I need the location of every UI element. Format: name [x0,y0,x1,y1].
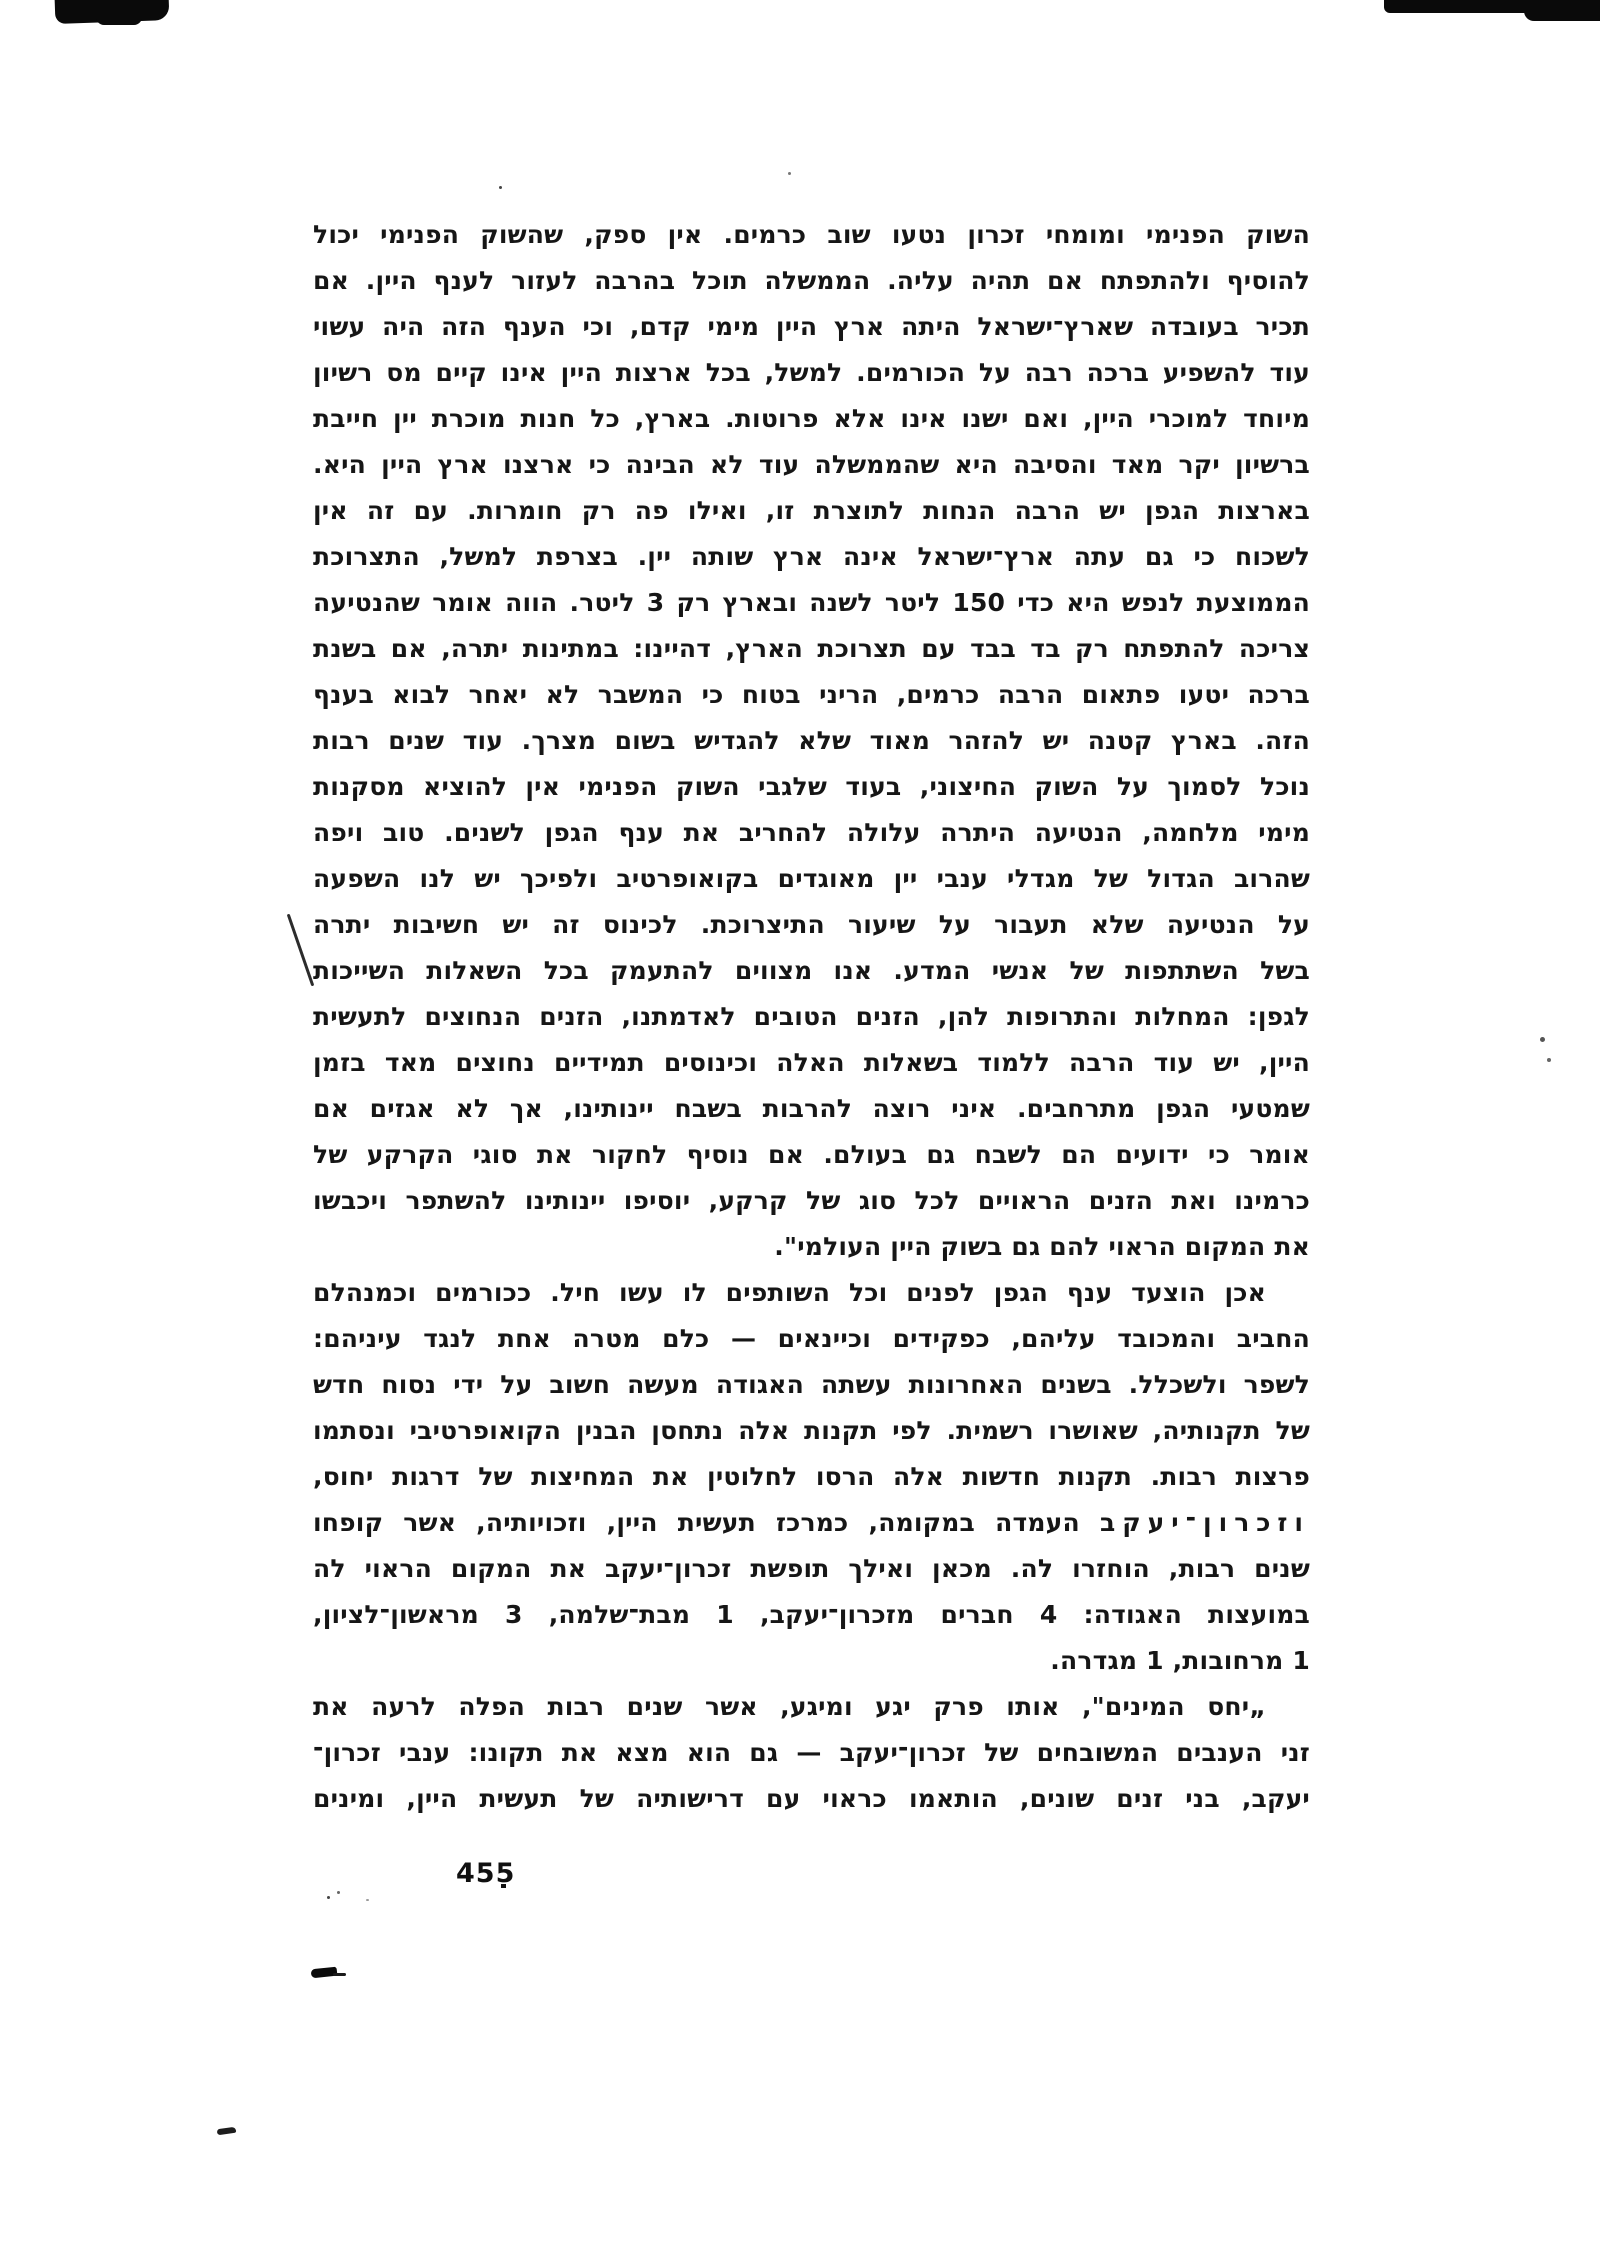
text-line: שהרוב הגדול של מגדלי ענבי יין מאוגדים בקואופרטיב ולפיכך יש לנו השפעה [313,864,1310,893]
pen-stroke-left-margin [287,914,315,987]
text-line: עוד להשפיע ברכה רבה על הכורמים. למשל, בכל ארצות היין אינו קיים מס רשיון [313,358,1310,387]
text-line: אומר כי ידועים הם לשבח גם בעולם. אם נוסיף לחקור את סוגי הקרקע של [313,1140,1310,1169]
ink-speck [499,186,502,189]
text-line: ברכה יטעו פתאום הרבה כרמים, הריני בטוח כי המשבר לא יאחר לבוא בענף [313,680,1310,709]
text-line: מימי מלחמה, הנטיעה היתרה עלולה להחריב את ענף הגפן לשנים. טוב ויפה [313,818,1310,847]
page-text-block [313,212,1310,1822]
text-line: נוכל לסמוך על השוק החיצוני, בעוד שלגבי השוק הפנימי אין להוציא מסקנות [313,772,1310,801]
text-line: את המקום הראוי להם גם בשוק היין העולמי". [774,1232,1310,1261]
ink-speck [788,172,791,175]
text-line: תכיר בעובדה שארץ־ישראל היתה ארץ היין מימי קדם, וכי הענף הזה היה עשוי [313,312,1310,341]
page-number: 455 [456,1858,516,1889]
ink-speck [327,1896,330,1899]
ink-mark-bottom [217,2127,237,2136]
text-line: מיוחד למוכרי היין, ואם ישנו אינו אלא פרוטות. בארץ, כל חנות מוכרת יין חייבת [313,404,1310,433]
ink-speck [337,1891,340,1894]
text-line: במועצות האגודה: 4 חברים מזכרון־יעקב, 1 מבת־שלמה, 3 מראשון־לציון, [313,1600,1311,1629]
text-line: 1 מרחובות, 1 מגדרה. [1050,1646,1310,1675]
text-line: „יחס המינים", אותו פרק יגע ומיגע, אשר שנים רבות הפלה לרעה את [313,1692,1266,1721]
paragraph [313,1270,1310,1684]
text-line: להוסיף ולהתפתח אם תהיה עליה. הממשלה תוכל בהרבה לעזור לענף היין. אם [313,266,1310,295]
paragraph [313,212,1310,1270]
text-line: הממוצעת לנפש היא כדי 150 ליטר לשנה ובארץ רק 3 ליטר. הווה אומר שהנטיעה [313,588,1310,617]
text-line: אכן הוצעד ענף הגפן לפנים וכל השותפים לו עשו חיל. ככורמים וכמנהלם [313,1278,1266,1307]
ink-speck [366,1899,369,1901]
text-line: יעקב, בני זנים שונים, הותאמו כראוי עם דרישותיה של תעשית היין, ומינים [313,1784,1310,1813]
scan-smudge-top-left-secondary [96,16,142,25]
text-line: לשפר ולשכלל. בשנים האחרונות עשתה האגודה מעשה חשוב על ידי נסוח חדש [313,1370,1310,1399]
ink-dot-right-margin [1547,1058,1551,1062]
text-line: היין, יש עוד הרבה ללמוד בשאלות האלה וכינוסים תמידיים נחוצים מאד בזמן [313,1048,1310,1077]
text-line: זני הענבים המשובחים של זכרון־יעקב — גם הוא מצא את תקונו: ענבי זכרון־ [313,1738,1310,1767]
text-line: צריכה להתפתח רק בד בבד עם תצרוכת הארץ, דהיינו: במתינות יתרה, אם בשנת [313,634,1310,663]
paragraph [313,1684,1310,1822]
text-line: שנים רבות, הוחזרו לה. מכאן ואילך תופשת זכרון־יעקב את המקום הראוי לה [313,1554,1310,1583]
text-line: פרצות רבות. תקנות חדשות אלה הרסו לחלוטין את המחיצות של דרגות יחוס, [313,1462,1310,1491]
text-line: לשכוח כי גם עתה ארץ־ישראל אינה ארץ שותה יין. בצרפת למשל, התצרוכת [313,542,1310,571]
text-line: החביב והמכובד עליהם, כפקידים וכיינאים — כלם מטרה אחת לנגד עיניהם: [313,1324,1310,1353]
text-line: על הנטיעה שלא תעבור על שיעור התיצרוכת. לכינוס זה יש חשיבות יתרה [313,910,1310,939]
text-line: כרמינו ואת הזנים הראויים לכל סוג של קרקע, יוסיפו יינותינו להשתפר ויכבשו [313,1186,1310,1215]
text-line: שמטעי הגפן מתרחבים. איני רוצה להרבות בשבח יינותינו, אך לא אגזים אם [313,1094,1310,1123]
text-line: הזה. בארץ קטנה יש להזהר מאוד שלא להגדיש בשום מצרך. עוד שנים רבות [313,726,1310,755]
scan-edge-bar-top-right-secondary [1524,10,1600,21]
text-line: ברשיון יקר מאד והסיבה היא שהממשלה עוד לא הבינה כי ארצנו ארץ היין היא. [313,450,1310,479]
text-line: השוק הפנימי ומומחי זכרון נטעו שוב כרמים. אין ספק, שהשוק הפנימי יכול [313,220,1310,249]
letterspaced-word: וזכרון־יעקב [1099,1508,1310,1537]
text-line: וזכרון־יעקב העמדה במקומה, כמרכז תעשית היין, וזכויותיה, אשר קופחו [313,1508,1310,1537]
text-line: לגפן: המחלות והתרופות להן, הזנים הטובים לאדמתנו, הזנים הנחוצים לתעשית [313,1002,1310,1031]
text-line: של תקנותיה, שאושרו רשמית. לפי תקנות אלה נתחסן הבנין הקואופרטיבי ונסתמו [313,1416,1310,1445]
text-line: בארצות הגפן יש הרבה הנחות לתוצרת זו, ואילו פה רק חומרות. עם זה אין [313,496,1310,525]
ink-dot-right-margin [1540,1037,1545,1042]
ink-blot-tail [333,1973,346,1976]
text-line: בשל השתתפות של אנשי המדע. אנו מצווים להתעמק בכל השאלות השייכות [313,956,1310,985]
